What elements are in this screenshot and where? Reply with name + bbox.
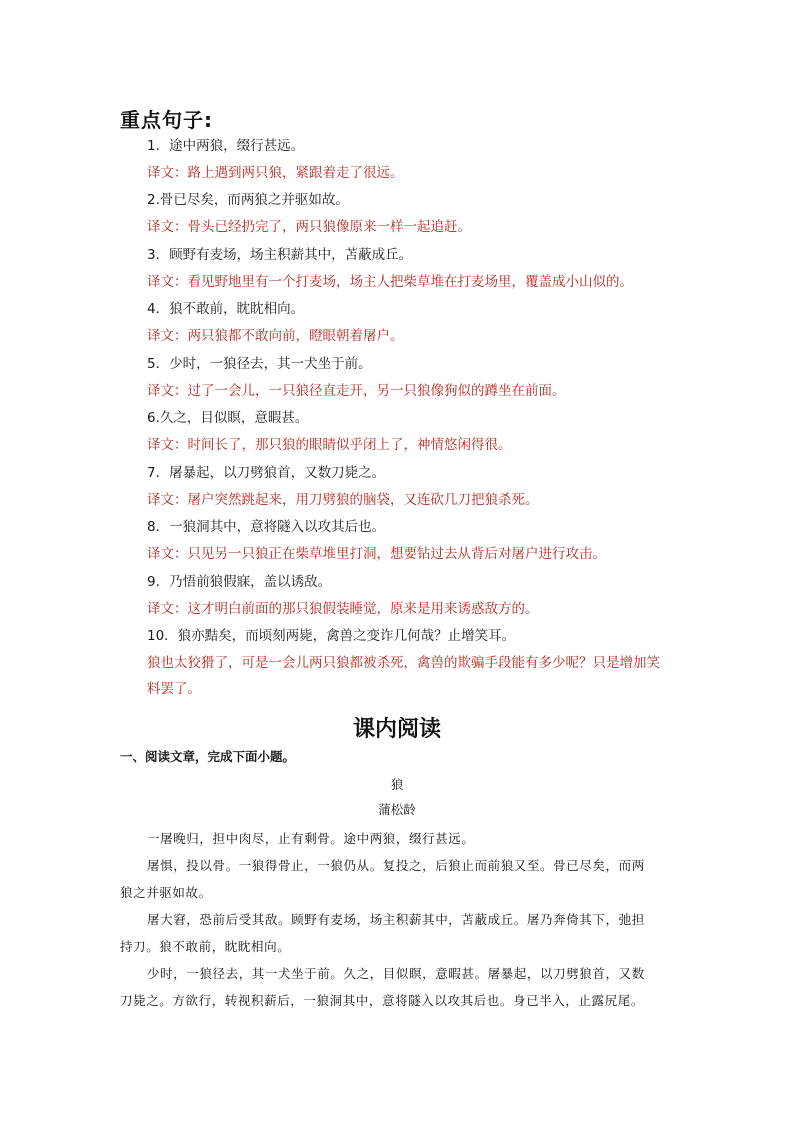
sentence-translation: 译文：路上遇到两只狼，紧跟着走了很远。 bbox=[147, 165, 404, 181]
sentence-original: 6.久之，目似瞑，意暇甚。 bbox=[147, 410, 309, 426]
sentence-translation: 译文：看见野地里有一个打麦场，场主人把柴草堆在打麦场里，覆盖成小山似的。 bbox=[147, 274, 633, 290]
passage-line: 屠惧，投以骨。一狼得骨止，一狼仍从。复投之，后狼止而前狼又至。骨已尽矣，而两 bbox=[147, 858, 645, 873]
passage-author: 蒲松龄 bbox=[378, 802, 416, 817]
passage-title: 狼 bbox=[390, 777, 404, 792]
passage-line: 屠大窘，恐前后受其敌。顾野有麦场，场主积薪其中，苫蔽成丘。屠乃奔倚其下，弛担 bbox=[147, 912, 645, 927]
question-label: 一、阅读文章，完成下面小题。 bbox=[120, 749, 296, 764]
sentence-original: 3．顾野有麦场，场主积薪其中，苫蔽成丘。 bbox=[147, 247, 413, 263]
passage-line: 少时，一狼径去，其一犬坐于前。久之，目似瞑，意暇甚。屠暴起，以刀劈狼首，又数 bbox=[147, 966, 645, 981]
sentence-original: 5．少时，一狼径去，其一犬坐于前。 bbox=[147, 356, 372, 372]
sentence-translation: 译文：两只狼都不敢向前，瞪眼朝着屠户。 bbox=[147, 328, 404, 344]
sentence-translation: 译文：这才明白前面的那只狼假装睡觉，原来是用来诱惑敌方的。 bbox=[147, 601, 539, 617]
sentence-original: 7．屠暴起，以刀劈狼首，又数刀毙之。 bbox=[147, 465, 386, 481]
sentence-translation: 译文：过了一会儿，一只狼径直走开，另一只狼像狗似的蹲坐在前面。 bbox=[147, 383, 566, 399]
passage-line: 刀毙之。方欲行，转视积薪后，一狼洞其中，意将隧入以攻其后也。身已半入，止露尻尾。 bbox=[120, 993, 645, 1008]
passage-line: 狼之并驱如故。 bbox=[120, 885, 212, 900]
sentence-original: 4．狼不敢前，眈眈相向。 bbox=[147, 301, 305, 317]
sentence-translation: 狼也太狡猾了，可是一会儿两只狼都被杀死，禽兽的欺骗手段能有多少呢？只是增加笑 bbox=[147, 655, 660, 671]
sentence-original: 2.骨已尽矣，而两狼之并驱如故。 bbox=[147, 192, 349, 208]
sentence-original: 9．乃悟前狼假寐，盖以诱敌。 bbox=[147, 574, 332, 590]
sentence-translation: 译文：骨头已经扔完了，两只狼像原来一样一起追赶。 bbox=[147, 219, 471, 235]
passage-line: 一屠晚归，担中肉尽，止有剩骨。途中两狼，缀行甚远。 bbox=[147, 831, 475, 846]
sentence-original: 1．途中两狼，缀行甚远。 bbox=[147, 138, 305, 154]
sentence-translation: 译文：时间长了，那只狼的眼睛似乎闭上了，神情悠闲得很。 bbox=[147, 437, 512, 453]
key-sentences-heading: 重点句子: bbox=[120, 108, 213, 132]
sentence-original: 10．狼亦黠矣，而顷刻两毙，禽兽之变诈几何哉？止增笑耳。 bbox=[147, 628, 516, 644]
passage-line: 持刀。狼不敢前，眈眈相向。 bbox=[120, 939, 291, 954]
sentence-original: 8．一狼洞其中，意将隧入以攻其后也。 bbox=[147, 519, 386, 535]
sentence-translation: 译文：屠户突然跳起来，用刀劈狼的脑袋，又连砍几刀把狼杀死。 bbox=[147, 492, 539, 508]
sentence-translation: 译文：只见另一只狼正在柴草堆里打洞，想要钻过去从背后对屠户进行攻击。 bbox=[147, 546, 606, 562]
sentence-translation: 料罢了。 bbox=[147, 681, 201, 697]
section-title: 课内阅读 bbox=[352, 717, 441, 742]
